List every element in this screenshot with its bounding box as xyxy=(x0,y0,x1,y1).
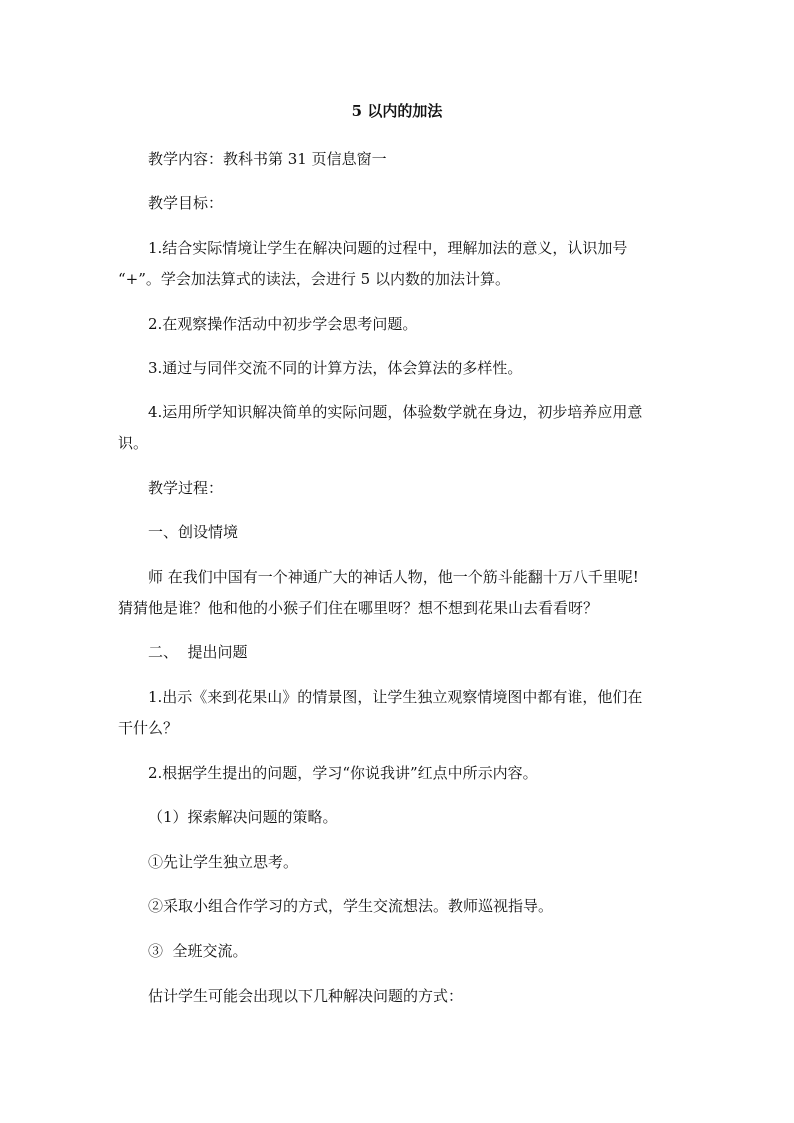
teacher-line-1: 师 在我们中国有一个神通广大的神话人物，他一个筋斗能翻十万八千里呢! xyxy=(148,568,639,586)
step-1-line-2: 干什么？ xyxy=(118,719,179,737)
teaching-content: 教学内容：教科书第 31 页信息窗一 xyxy=(148,150,387,168)
goal-4-line-1: 4.运用所学知识解决简单的实际问题，体验数学就在身边，初步培养应用意 xyxy=(148,403,643,421)
goals-heading: 教学目标： xyxy=(148,194,224,212)
document-title: 5 以内的加法 xyxy=(351,102,443,120)
sub-step-1-b: ②采取小组合作学习的方式，学生交流想法。教师巡视指导。 xyxy=(148,897,554,915)
step-1-line-1: 1.出示《来到花果山》的情景图，让学生独立观察情境图中都有谁，他们在 xyxy=(148,688,643,706)
sub-step-1: （1）探索解决问题的策略。 xyxy=(148,808,338,826)
estimate-line: 估计学生可能会出现以下几种解决问题的方式： xyxy=(148,987,464,1005)
step-2: 2.根据学生提出的问题，学习“你说我讲”红点中所示内容。 xyxy=(148,764,538,782)
sub-step-1-c: ③ 全班交流。 xyxy=(148,942,248,960)
section-1-heading: 一、创设情境 xyxy=(148,523,239,541)
goal-1-line-1: 1.结合实际情境让学生在解决问题的过程中，理解加法的意义，认识加号 xyxy=(148,239,628,257)
goal-2: 2.在观察操作活动中初步学会思考问题。 xyxy=(148,315,418,333)
section-2-heading: 二、 提出问题 xyxy=(148,643,248,661)
teacher-line-2: 猜猜他是谁？他和他的小猴子们住在哪里呀？想不想到花果山去看看呀？ xyxy=(118,599,599,617)
process-heading: 教学过程： xyxy=(148,479,224,497)
goal-4-line-2: 识。 xyxy=(118,434,149,452)
goal-3: 3.通过与同伴交流不同的计算方法，体会算法的多样性。 xyxy=(148,359,523,377)
goal-1-line-2: “+”。学会加法算式的读法，会进行 5 以内数的加法计算。 xyxy=(118,270,510,288)
sub-step-1-a: ①先让学生独立思考。 xyxy=(148,853,299,871)
